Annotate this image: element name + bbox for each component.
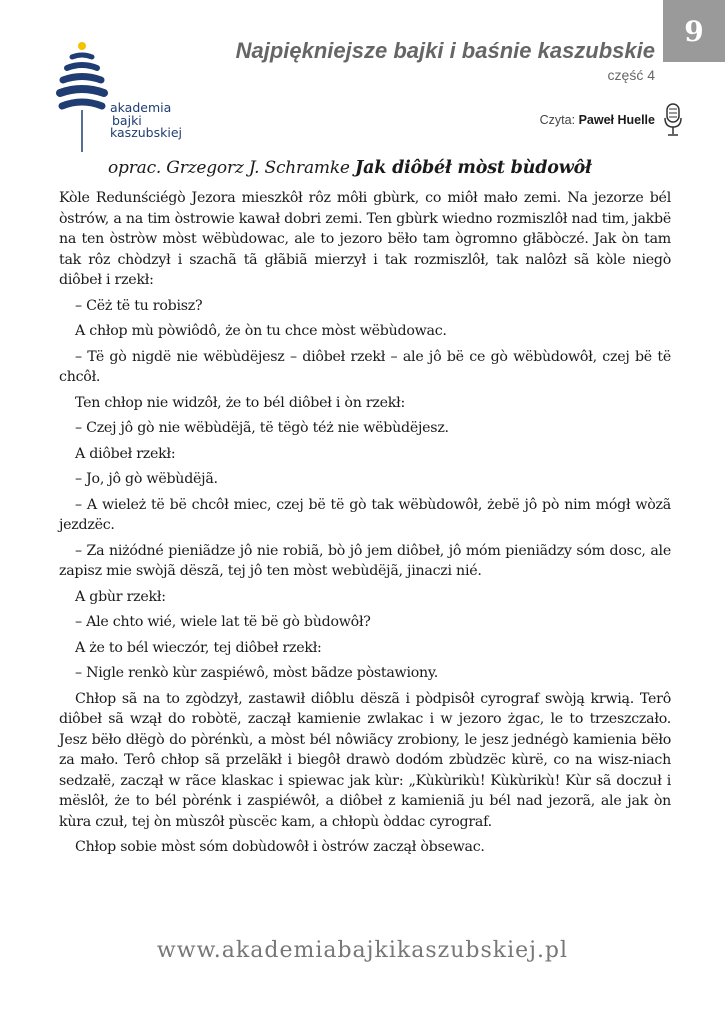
reader-label: Czyta: [539, 113, 576, 127]
reader-credit [540, 113, 655, 127]
page-number: 9 [663, 0, 725, 62]
story-paragraph: – Ale chto wié, wiele lat të bë gò bùdowôł? [75, 614, 371, 630]
part-label: część 4 [607, 67, 655, 83]
logo-dot-icon [78, 42, 86, 50]
website-url: www.akademiabajkikaszubskiej.pl [156, 938, 569, 963]
story-paragraph: – Nigle renkò kùr zaspiéwô, mòst bãdze pòstawiony. [75, 665, 439, 681]
story-paragraph: A diôbeł rzekł: [75, 445, 176, 462]
series-title: Najpiękniejsze bajki i baśnie kaszubskie [235, 38, 655, 63]
logo-text [110, 102, 182, 140]
story-title: Jak diôbéł mòst bùdowôł [355, 158, 592, 178]
logo-line-2: bajki [112, 112, 142, 128]
story-paragraph: – Cëż të tu robisz? [75, 297, 203, 314]
microphone-icon [663, 103, 683, 137]
story-paragraph: – A wieleż të bë chcôł miec, czej bë të gò tak wëbùdowôł, żebë jô pò nim mógł wòzã jezdzëc. [59, 496, 671, 533]
story-paragraph: A chłop mù pòwiôdô, że òn tu chce mòst wëbùdowac. [75, 323, 447, 339]
story-author: oprac. Grzegorz J. Schramke [108, 158, 350, 178]
story-paragraph: – Czej jô gò nie wëbùdëjã, të tëgò téż nie wëbùdëjesz. [75, 420, 449, 436]
story-paragraph: A gbùr rzekł: [75, 588, 166, 605]
story-paragraph: A że to bél wieczór, tej diôbeł rzekł: [75, 639, 322, 656]
logo-line-3: kaszubskiej [110, 125, 182, 140]
story-paragraph: – Jo, jô gò wëbùdëjã. [75, 471, 218, 487]
story-paragraph: Chłop sobie mòst sóm dobùdowôł i òstrów zaczął òbsewac. [75, 839, 485, 855]
story-text [59, 188, 671, 863]
story-paragraph: – Za niżódné pieniãdze jô nie robiã, bò jô jem diôbeł, jô móm pieniãdzy sóm dosc, ale zapisz mie swòjã dëszã, tej jô ten mòst webùdëjã, jinaczi nié. [59, 542, 671, 579]
story-paragraph: Ten chłop nie widzôł, że to bél diôbeł i òn rzekł: [75, 394, 405, 411]
reader-name: Paweł Huelle [578, 113, 655, 127]
story-paragraph: Kòle Redunściégò Jezora mieszkôł rôz môłi gbùrk, co miôł mało zemi. Na jezorze bél òstrów, a na tim òstrowie kawał dobri zemi. Ten gbùrk wiedno rozmiszlôł nad tim, jakbë na ten òstròw mòst wëbùdowac, ale to jezoro bëło tam ògromno głãbòczé. Jak òn tam tak rôz chòdzył i szachã tã głãbiã mierzył i tak rozmiszlôł, tak nalôzł sã kòle niegò diôbeł i rzekł: [59, 190, 671, 288]
logo-line-1: akademia [110, 100, 172, 115]
story-heading [108, 158, 592, 178]
story-paragraph: – Të gò nigdë nie wëbùdëjesz – diôbeł rzekł – ale jô bë ce gò wëbùdowôł, czej bë të chcôł. [59, 348, 671, 385]
story-paragraph: Chłop sã na to zgòdzył, zastawił diôblu dëszã i pòdpisôł cyrograf swòją krwią. Terô diôbeł sã wzął do robòtë, zaczął kamienie zwlakac i w jezoro żgac, le to trzeszczało. Jesz bëło dłëgò do pòrénkù, a mòst bél nôwiãcy zrobiony, le jesz jednégò kamienia bëło za mało. Terô chłop sã przelãkł i biegôł drawò dodóm zbùdzëc kùrë, co na wisz-niach sedzałë, zaczął w rãce klaskac i spiewac jak kùr: „Kùkùrikù! Kùkùrikù! Kùr sã doczuł i mëslôł, że to bél pòrénk i zaspiéwôł, a diôbeł z kamieniã ju bél nad jezorã, ale jak òn kùra czuł, tej òn mùszôł pùscëc kam, a chłopù òddac cyrograf. [59, 690, 671, 830]
